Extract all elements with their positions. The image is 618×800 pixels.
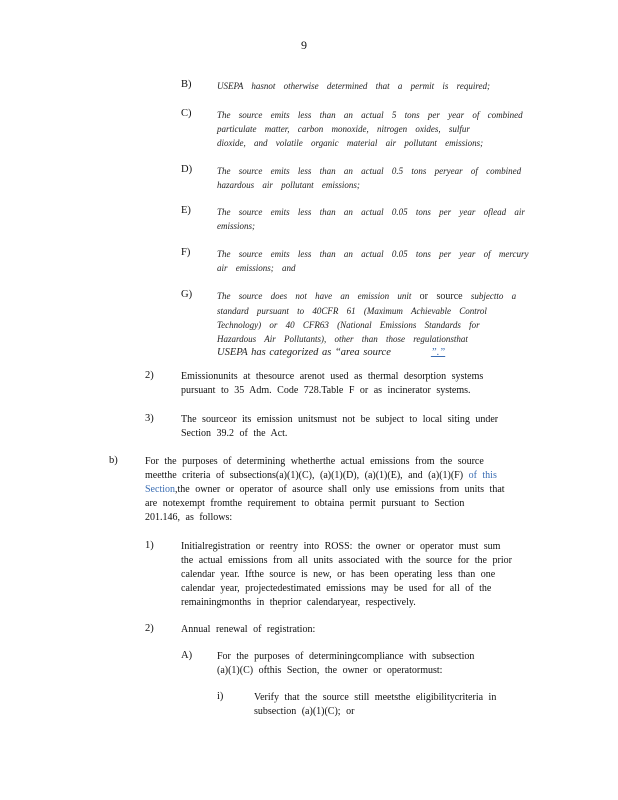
item-e-line: The source emits less than an actual 0.05 tons per year oflead air: [217, 207, 525, 217]
item-g-line1-c: subjectto a: [470, 291, 517, 301]
item-a2-line: Emissionunits at thesource arenot used as thermal desorption systems: [181, 371, 484, 382]
item-b1-line: calendar year, projectedestimated emissions may be used for all of the: [181, 583, 492, 594]
item-b1-line: Initialregistration or reentry into ROSS: the owner or operator must sum: [181, 541, 501, 552]
item-label-b2: 2): [145, 623, 154, 634]
item-b2-text: [181, 623, 481, 637]
item-b-line: [145, 483, 545, 497]
item-e-text: [217, 205, 537, 233]
item-b1-line: calendar year. Ifthe source is new, or has been operating less than one: [181, 569, 496, 580]
item-g-line: standard pursuant to 40CFR 61 (Maximum Achievable Control: [217, 306, 487, 316]
item-label-a3: 3): [145, 413, 154, 424]
item-label-c: C): [181, 108, 192, 119]
item-a3-line: The sourceor its emission unitsmust not be subject to local siting under: [181, 414, 499, 425]
item-g-line: [217, 346, 537, 360]
item-g-line: Technology) or 40 CFR63 (National Emissions Standards for: [217, 320, 480, 330]
item-label-f: F): [181, 247, 191, 258]
item-a3-line: Section 39.2 of the Act.: [181, 428, 288, 439]
item-b2a-text: [217, 650, 517, 678]
item-f-text: [217, 247, 537, 275]
item-b2a-line: (a)(1)(C) ofthis Section, the owner or operatormust:: [217, 665, 443, 676]
item-g-line1-b: or source: [419, 291, 463, 302]
item-b-line: For the purposes of determining whetherthe actual emissions from the source: [145, 456, 484, 467]
item-c-text: [217, 108, 537, 150]
item-b2ai-text: [254, 691, 544, 719]
item-g-line1-a: The source does not have an emission unit: [217, 291, 412, 301]
item-c-line: The source emits less than an actual 5 tons per year of combined: [217, 110, 523, 120]
item-c-line: dioxide, and volatile organic material air pollutant emissions;: [217, 138, 484, 148]
item-f-line: The source emits less than an actual 0.05 tons per year of mercury: [217, 249, 529, 259]
item-b-text: [145, 455, 545, 525]
item-a3-text: [181, 413, 521, 441]
item-d-line: The source emits less than an actual 0.5 tons peryear of combined: [217, 166, 522, 176]
item-label-b1: 1): [145, 540, 154, 551]
item-b-upper-line: USEPA hasnot otherwise determined that a permit is required;: [217, 81, 490, 91]
item-label-b2ai: i): [217, 691, 224, 702]
item-label-d: D): [181, 164, 193, 175]
item-e-line: emissions;: [217, 221, 255, 231]
item-b2ai-line: Verify that the source still meetsthe eligibilitycriteria in: [254, 692, 497, 703]
item-b2-line: Annual renewal of registration:: [181, 624, 316, 635]
item-b-line: [145, 469, 545, 483]
item-label-b2a: A): [181, 650, 193, 661]
item-b1-line: the actual emissions from all units associated with the source for the prior: [181, 555, 512, 566]
item-g-text: [217, 289, 537, 360]
item-label-b: b): [109, 455, 118, 466]
item-a2-text: [181, 370, 511, 398]
item-b1-line: remainingmonths in theprior calendaryear, respectively.: [181, 597, 416, 608]
item-b2a-line: For the purposes of determiningcompliance with subsection: [217, 651, 475, 662]
item-b-line: are notexempt fromthe requirement to obtaina permit pursuant to Section: [145, 498, 465, 509]
section-link[interactable]: Section: [145, 484, 175, 495]
item-f-line: air emissions; and: [217, 263, 296, 273]
item-g-line: [217, 289, 537, 304]
item-b-line: 201.146, as follows:: [145, 512, 233, 523]
page-number: 9: [301, 38, 307, 52]
item-label-b-upper: B): [181, 79, 192, 90]
item-label-g: G): [181, 289, 193, 300]
item-b1-text: [181, 540, 541, 610]
item-c-line: particulate matter, carbon monoxide, nitrogen oxides, sulfur: [217, 124, 470, 134]
item-g-line: Hazardous Air Pollutants), other than those regulationsthat: [217, 334, 468, 344]
item-d-text: [217, 164, 537, 192]
item-label-e: E): [181, 205, 191, 216]
item-b2ai-line: subsection (a)(1)(C); or: [254, 706, 355, 717]
item-b-line2-text: meetthe criteria of subsections(a)(1)(C), (a)(1)(D), (a)(1)(E), and (a)(1)(F): [145, 470, 464, 481]
item-g-last-tail: ”.”: [430, 347, 446, 358]
item-label-a2: 2): [145, 370, 154, 381]
item-b-line3-text: ,the owner or operator of asource shall only use emissions from units that: [175, 484, 505, 495]
item-a2-line: pursuant to 35 Adm. Code 728.Table F or as incinerator systems.: [181, 385, 471, 396]
item-g-last-line: USEPA has categorized as “area source: [217, 347, 391, 358]
item-d-line: hazardous air pollutant emissions;: [217, 180, 360, 190]
section-link[interactable]: of this: [468, 470, 497, 481]
item-b-upper-text: [217, 79, 527, 93]
